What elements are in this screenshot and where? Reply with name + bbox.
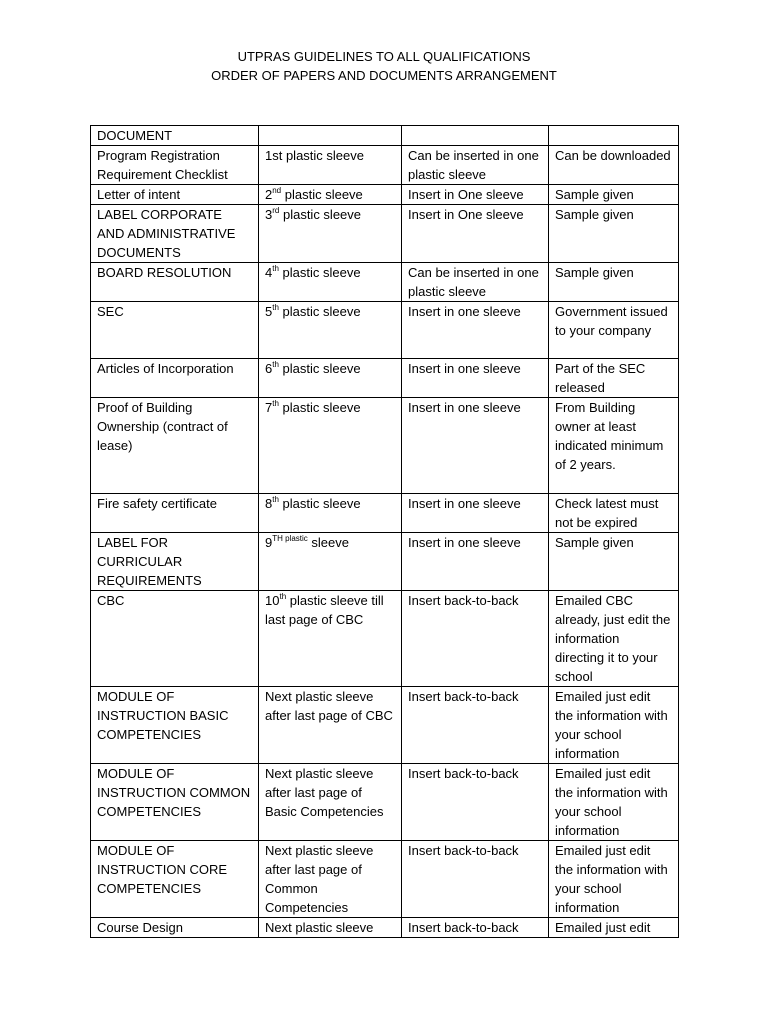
- document-subtitle: ORDER OF PAPERS AND DOCUMENTS ARRANGEMENT: [211, 68, 557, 83]
- table-row: [91, 591, 679, 687]
- ordinal-suffix: th: [272, 303, 279, 312]
- remarks-cell: Check latest must not be expired: [549, 494, 679, 533]
- insertion-cell: Insert in one sleeve: [402, 302, 549, 359]
- sleeve-ordinal: Next plastic sleeve after last page of CBC: [265, 689, 393, 723]
- document-cell: MODULE OF INSTRUCTION COMMON COMPETENCIES: [91, 764, 259, 841]
- table-row: [91, 398, 679, 494]
- sleeve-ordinal: 9: [265, 535, 273, 550]
- document-cell: Letter of intent: [91, 185, 259, 205]
- ordinal-suffix: nd: [272, 186, 282, 195]
- table-row: [91, 687, 679, 764]
- remarks-cell: Sample given: [549, 533, 679, 591]
- table-row: [91, 302, 679, 359]
- sleeve-ordinal: Next plastic sleeve: [265, 920, 374, 935]
- sleeve-cell: [259, 205, 402, 263]
- document-cell: Fire safety certificate: [91, 494, 259, 533]
- remarks-cell: Part of the SEC released: [549, 359, 679, 398]
- remarks-cell: Government issued to your company: [549, 302, 679, 359]
- insertion-cell: Insert in one sleeve: [402, 398, 549, 494]
- ordinal-suffix: th: [272, 264, 279, 273]
- table-row: [91, 841, 679, 918]
- ordinal-suffix: rd: [272, 206, 280, 215]
- ordinal-suffix: th: [279, 592, 287, 601]
- remarks-cell: Emailed just edit the information with your school information: [549, 764, 679, 841]
- table-row: [91, 185, 679, 205]
- sleeve-cell: [259, 841, 402, 918]
- sleeve-text: plastic sleeve: [278, 400, 361, 415]
- document-order-table: [90, 125, 679, 938]
- sleeve-ordinal: Next plastic sleeve after last page of Basic Competencies: [265, 766, 384, 819]
- header-cell: [259, 126, 402, 146]
- sleeve-cell: [259, 591, 402, 687]
- insertion-cell: Insert back-to-back: [402, 687, 549, 764]
- sleeve-cell: [259, 687, 402, 764]
- insertion-cell: Insert back-to-back: [402, 918, 549, 938]
- sleeve-ordinal: 8: [265, 496, 273, 511]
- table-row: [91, 764, 679, 841]
- sleeve-cell: [259, 398, 402, 494]
- sleeve-text: plastic sleeve: [278, 496, 361, 511]
- remarks-cell: Emailed just edit: [549, 918, 679, 938]
- table-row: [91, 494, 679, 533]
- document-cell: Proof of Building Ownership (contract of lease): [91, 398, 259, 494]
- table-row: [91, 263, 679, 302]
- sleeve-ordinal: 7: [265, 400, 273, 415]
- sleeve-ordinal: 6: [265, 361, 273, 376]
- document-cell: SEC: [91, 302, 259, 359]
- remarks-cell: Sample given: [549, 205, 679, 263]
- insertion-cell: Insert back-to-back: [402, 591, 549, 687]
- sleeve-text: plastic sleeve: [281, 187, 363, 202]
- sleeve-cell: [259, 494, 402, 533]
- sleeve-ordinal: 10: [265, 593, 280, 608]
- sleeve-cell: [259, 185, 402, 205]
- document-cell: Program Registration Requirement Checklist: [91, 146, 259, 185]
- sleeve-cell: [259, 263, 402, 302]
- sleeve-ordinal: 5: [265, 304, 273, 319]
- insertion-cell: Insert in one sleeve: [402, 359, 549, 398]
- insertion-cell: Can be inserted in one plastic sleeve: [402, 263, 549, 302]
- sleeve-ordinal: 2: [265, 187, 273, 202]
- remarks-cell: Emailed CBC already, just edit the information directing it to your school: [549, 591, 679, 687]
- insertion-cell: Can be inserted in one plastic sleeve: [402, 146, 549, 185]
- header-cell: [402, 126, 549, 146]
- table-row: [91, 146, 679, 185]
- sleeve-text: plastic sleeve: [278, 265, 361, 280]
- sleeve-text: sleeve: [307, 535, 349, 550]
- insertion-cell: Insert in one sleeve: [402, 494, 549, 533]
- document-cell: MODULE OF INSTRUCTION BASIC COMPETENCIES: [91, 687, 259, 764]
- document-cell: CBC: [91, 591, 259, 687]
- table-row: [91, 205, 679, 263]
- sleeve-text: plastic sleeve: [279, 207, 362, 222]
- sleeve-ordinal: 3: [265, 207, 273, 222]
- table-body: [91, 126, 679, 938]
- sleeve-cell: [259, 918, 402, 938]
- insertion-cell: Insert in one sleeve: [402, 533, 549, 591]
- remarks-cell: Sample given: [549, 185, 679, 205]
- remarks-cell: From Building owner at least indicated minimum of 2 years.: [549, 398, 679, 494]
- sleeve-cell: [259, 533, 402, 591]
- document-cell: LABEL CORPORATE AND ADMINISTRATIVE DOCUMENTS: [91, 205, 259, 263]
- sleeve-ordinal: 1st plastic sleeve: [265, 148, 364, 163]
- header-cell: DOCUMENT: [91, 126, 259, 146]
- sleeve-ordinal: 4: [265, 265, 273, 280]
- ordinal-suffix: th: [272, 495, 279, 504]
- sleeve-text: plastic sleeve: [278, 361, 361, 376]
- header-cell: [549, 126, 679, 146]
- document-title: UTPRAS GUIDELINES TO ALL QUALIFICATIONS: [237, 49, 531, 64]
- insertion-cell: Insert in One sleeve: [402, 205, 549, 263]
- insertion-cell: Insert in One sleeve: [402, 185, 549, 205]
- sleeve-text: plastic sleeve: [278, 304, 361, 319]
- document-cell: MODULE OF INSTRUCTION CORE COMPETENCIES: [91, 841, 259, 918]
- table-header-row: [91, 126, 679, 146]
- document-cell: BOARD RESOLUTION: [91, 263, 259, 302]
- document-cell: Course Design: [91, 918, 259, 938]
- sleeve-ordinal: Next plastic sleeve after last page of Common Competencies: [265, 843, 374, 915]
- remarks-cell: Sample given: [549, 263, 679, 302]
- remarks-cell: Emailed just edit the information with your school information: [549, 687, 679, 764]
- sleeve-cell: [259, 146, 402, 185]
- table-row: [91, 533, 679, 591]
- ordinal-suffix: TH plastic: [272, 534, 308, 543]
- table-row: [91, 359, 679, 398]
- sleeve-cell: [259, 359, 402, 398]
- document-cell: LABEL FOR CURRICULAR REQUIREMENTS: [91, 533, 259, 591]
- document-cell: Articles of Incorporation: [91, 359, 259, 398]
- insertion-cell: Insert back-to-back: [402, 764, 549, 841]
- remarks-cell: Emailed just edit the information with your school information: [549, 841, 679, 918]
- insertion-cell: Insert back-to-back: [402, 841, 549, 918]
- sleeve-text: plastic sleeve till last page of CBC: [265, 593, 388, 627]
- ordinal-suffix: th: [272, 360, 279, 369]
- sleeve-cell: [259, 764, 402, 841]
- remarks-cell: Can be downloaded: [549, 146, 679, 185]
- table-row: [91, 918, 679, 938]
- sleeve-cell: [259, 302, 402, 359]
- ordinal-suffix: th: [272, 399, 279, 408]
